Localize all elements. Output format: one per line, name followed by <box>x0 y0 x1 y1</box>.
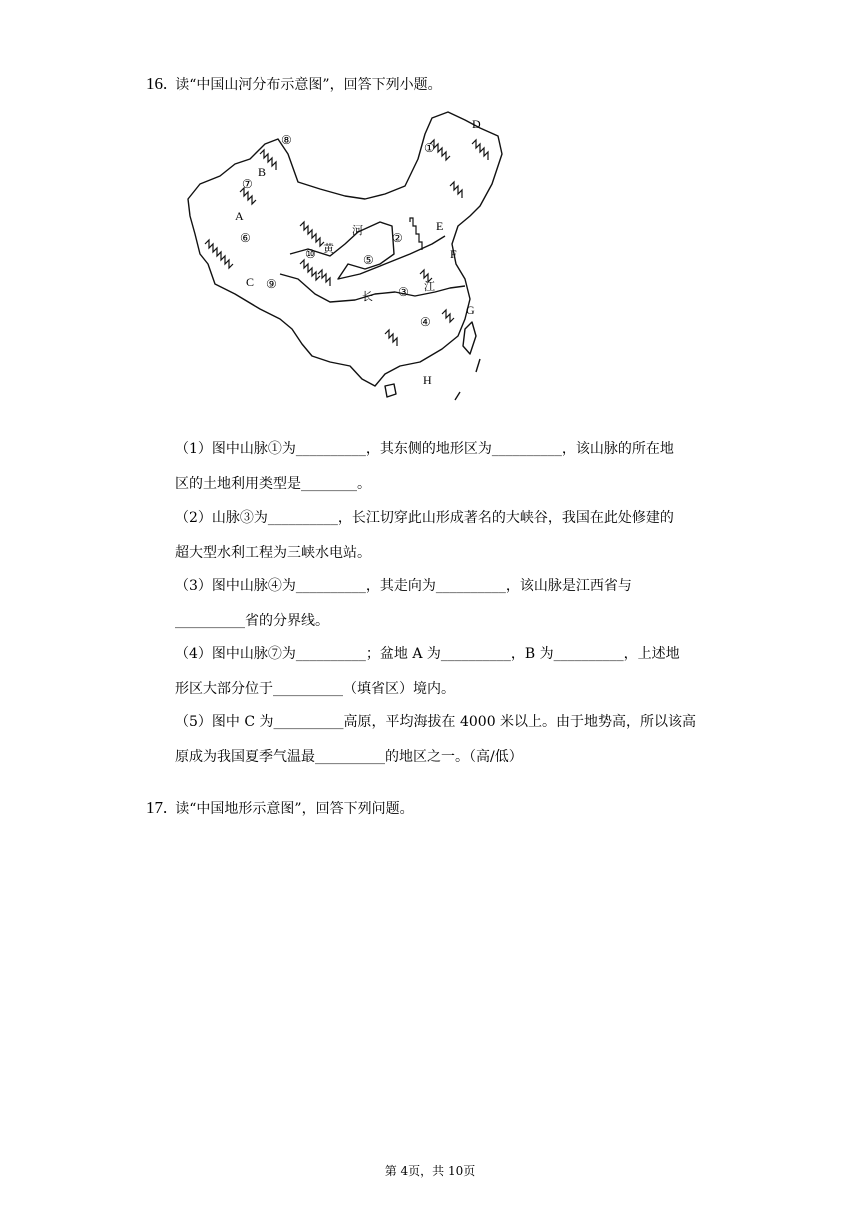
label-circle-5: ⑤ <box>363 253 374 267</box>
label-A: A <box>235 209 244 223</box>
sub-question-line: 原成为我国夏季气温最__________的地区之一。（高/低） <box>175 749 523 765</box>
sub-question-line: （3）图中山脉④为__________，其走向为__________，该山脉是江西省与 <box>175 578 632 594</box>
sub-question-line: （2）山脉③为__________，长江切穿此山形成著名的大峡谷，我国在此处修建的 <box>175 510 674 526</box>
label-F: F <box>450 247 457 261</box>
sub-question-4 <box>175 637 720 707</box>
sub-question-line: （1）图中山脉①为__________，其东侧的地形区为__________，该山脉的所在地 <box>175 441 674 457</box>
question-number: 16. <box>146 74 168 93</box>
question-stem: 读“中国山河分布示意图”，回答下列小题。 <box>175 77 442 93</box>
page-footer: 第 4页，共 10页 <box>384 1164 476 1178</box>
question-stem: 读“中国地形示意图”，回答下列问题。 <box>175 801 414 817</box>
label-C: C <box>246 275 255 289</box>
map-figure <box>180 104 510 404</box>
label-huang: 黄 <box>323 242 334 255</box>
question-16-header <box>146 74 442 94</box>
label-circle-1: ① <box>424 141 435 155</box>
sub-question-3 <box>175 569 720 639</box>
mountain-symbol <box>410 218 422 250</box>
mountain-symbol <box>205 240 233 268</box>
label-circle-6: ⑥ <box>240 231 251 245</box>
sub-question-line: （4）图中山脉⑦为__________；盆地 A 为__________，B 为__________，上述地 <box>175 646 680 662</box>
sub-question-5 <box>175 705 720 775</box>
sub-question-line: 形区大部分位于__________（填省区）境内。 <box>175 681 455 697</box>
mountain-symbol <box>450 182 462 198</box>
mountain-symbol <box>385 330 397 346</box>
question-17-header <box>146 798 414 818</box>
china-mountains-rivers-map <box>180 104 510 404</box>
hainan-island <box>385 384 396 397</box>
question-number: 17. <box>146 798 168 817</box>
label-circle-8: ⑧ <box>281 133 292 147</box>
mountain-symbol <box>300 222 324 246</box>
label-G: G <box>466 303 475 317</box>
label-B: B <box>258 165 267 179</box>
label-he: 河 <box>352 224 363 237</box>
sub-question-1 <box>175 432 720 502</box>
mountain-symbol <box>442 310 454 322</box>
label-circle-7: ⑦ <box>242 177 253 191</box>
label-circle-3: ③ <box>398 285 409 299</box>
label-circle-4: ④ <box>420 315 431 329</box>
label-chang: 长 <box>362 290 373 303</box>
label-H: H <box>423 373 432 387</box>
mountain-symbol <box>472 140 488 160</box>
sub-question-line: 超大型水利工程为三峡水电站。 <box>175 545 371 561</box>
label-circle-9: ⑨ <box>266 277 277 291</box>
label-circle-10: ⑩ <box>305 247 316 261</box>
mountain-symbol <box>300 260 320 280</box>
mountain-symbol <box>318 270 330 286</box>
sub-question-line: （5）图中 C 为__________高原，平均海拔在 4000 米以上。由于地势高，所以该高 <box>175 714 697 730</box>
sub-question-line: __________省的分界线。 <box>175 613 329 629</box>
label-E: E <box>436 219 444 233</box>
sub-question-2 <box>175 501 720 571</box>
sub-question-line: 区的土地利用类型是________。 <box>175 476 371 492</box>
label-D: D <box>472 117 481 131</box>
taiwan-island <box>463 322 476 354</box>
label-jiang: 江 <box>424 280 435 293</box>
label-circle-2: ② <box>392 231 403 245</box>
